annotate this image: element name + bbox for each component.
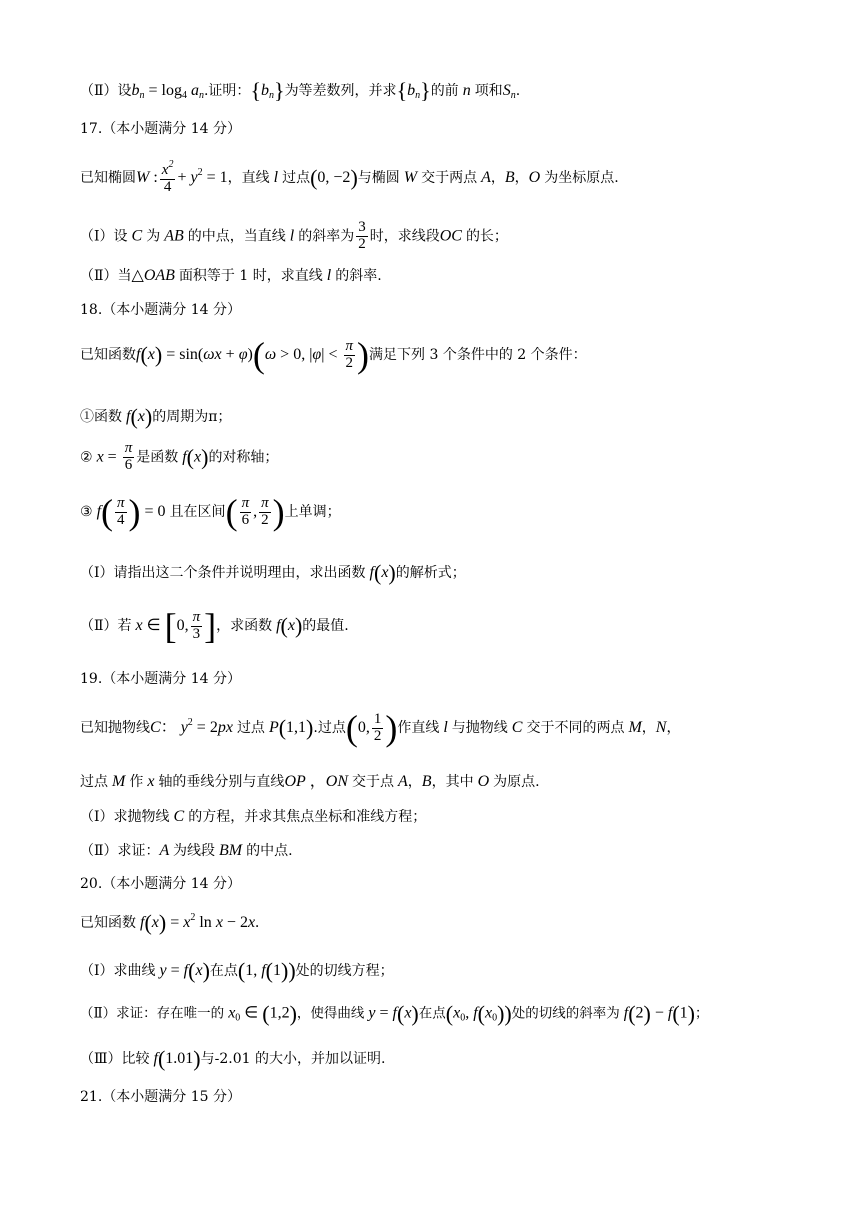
text: 过点 (80, 774, 108, 790)
p19-part1: （Ⅰ）求抛物线 C 的方程，并求其焦点坐标和准线方程； (80, 808, 427, 825)
text: 为原点. (493, 774, 540, 790)
p18-cond1: ①函数 f(x)的周期为π； (80, 404, 232, 429)
p20-stem: 已知函数 $f(x) = x^2$ ln x − 2x. (80, 910, 260, 935)
text: 在点 (209, 963, 238, 979)
text: 过点 (236, 720, 265, 736)
text: ② (80, 449, 93, 466)
p16-part2: （Ⅱ）设$b_n = \log_4 a_n$.证明：$\{b_n\}$为等差数列，并求$\{b_n\}$的前 n 项和$S_n$. (80, 78, 521, 103)
text: ，求函数 (216, 618, 273, 634)
text: （Ⅱ）设 (80, 83, 132, 99)
text: （Ⅲ）比较 (80, 1051, 150, 1067)
text: 已知函数 (80, 915, 136, 931)
text: 在点 (418, 1005, 446, 1022)
text: 已知函数 (80, 347, 136, 363)
text: 已知抛物线 (80, 720, 150, 736)
p18-cond3: ③ f( $\frac{\pi}{4}$ ) = 0 且在区间( $\frac{\pi}{6}$ , $\frac{\pi}{2}$ )上单调； (80, 492, 341, 532)
p18-header: 18.（本小题满分 14 分） (80, 302, 241, 318)
text: 的解析式； (395, 565, 466, 581)
text: 满足下列 3 个条件中的 2 个条件： (369, 347, 587, 363)
p17-part1: （Ⅰ）设 C 为 AB 的中点，当直线 l 的斜率为 $\frac{3}{2}$ 时，求线段OC 的长； (80, 219, 508, 252)
text: 处的切线的斜率为 (511, 1005, 620, 1022)
text: 处的切线方程； (295, 963, 394, 979)
text: 的方程，并求其焦点坐标和准线方程； (188, 809, 427, 825)
p19-stem: 已知抛物线C： $y^2 = 2px$ 过点 P(1,1).过点(0, $\frac{1}{2}$ )作直线 l 与抛物线 C 交于不同的两点 M，N， (80, 708, 681, 748)
text: 是函数 (136, 449, 179, 466)
p20-part1: （Ⅰ）求曲线 y = f(x)在点(1, f(1))处的切线方程； (80, 958, 394, 983)
text: ，使得曲线 (296, 1005, 365, 1022)
text: 已知椭圆 (80, 169, 136, 186)
p20-header: 20.（本小题满分 14 分） (80, 876, 241, 892)
text: 的周期为π； (152, 409, 232, 425)
text: 交于不同的两点 (526, 720, 625, 736)
text: . (515, 83, 521, 99)
text: 的中点，当直线 (187, 228, 286, 245)
p18-cond2: ② x = $\frac{\pi}{6}$ 是函数 f(x)的对称轴； (80, 440, 279, 473)
text: 上单调； (284, 504, 341, 520)
text: 时，求线段 (369, 228, 440, 245)
p19-line2: 过点 M 作 x 轴的垂线分别与直线OP ，ON 交于点 A，B，其中 O 为原点. (80, 773, 540, 790)
text: ①函数 (80, 409, 122, 425)
text: 的最值. (302, 618, 349, 634)
text: ③ (80, 504, 93, 520)
text: 为等差数列，并求 (284, 83, 397, 99)
text: 为 (146, 228, 161, 245)
text: 与椭圆 (357, 169, 400, 186)
text: 过点 (282, 169, 311, 186)
text: 的斜率为 (298, 228, 355, 245)
p17-header: 17.（本小题满分 14 分） (80, 121, 241, 137)
text: 与-2.01 的大小，并加以证明. (200, 1051, 386, 1067)
text: 作 (129, 774, 144, 790)
p20-part2: （Ⅱ）求证：存在唯一的 $x_0$ ∈ (1,2)，使得曲线 y = f(x)在点($x_0$, $f(x_0)$)处的切线的斜率为 f(2) − f(1)； (80, 1001, 709, 1026)
text: 的前 (430, 83, 459, 99)
text: 与抛物线 (451, 720, 508, 736)
p19-part2: （Ⅱ）求证：A 为线段 BM 的中点. (80, 842, 293, 859)
text: .证明： (203, 83, 251, 99)
text: 作直线 (397, 720, 440, 736)
text: 轴的垂线分别与直线 (158, 774, 285, 790)
text: （Ⅱ）若 (80, 618, 132, 634)
text: 为线段 (173, 843, 215, 859)
p18-part1: （Ⅰ）请指出这二个条件并说明理由，求出函数 f(x)的解析式； (80, 560, 466, 585)
text: 交于两点 (421, 169, 478, 186)
text: （Ⅰ）求曲线 (80, 963, 156, 979)
text: 的对称轴； (208, 449, 279, 466)
p19-header: 19.（本小题满分 14 分） (80, 671, 241, 687)
p17-part2: （Ⅱ）当△OAB 面积等于 1 时，求直线 l 的斜率. (80, 267, 382, 284)
text: ； (694, 1005, 709, 1022)
text: 的长； (465, 228, 508, 245)
text: 为坐标原点. (544, 169, 619, 186)
p20-part3: （Ⅲ）比较 f(1.01)与-2.01 的大小，并加以证明. (80, 1046, 386, 1071)
text: （Ⅰ）请指出这二个条件并说明理由，求出函数 (80, 565, 366, 581)
p21-header: 21.（本小题满分 15 分） (80, 1089, 241, 1105)
text: ，直线 (227, 169, 270, 186)
p18-stem: 已知函数f(x) = sin(ωx + φ)(ω > 0, |φ| < $\frac{\pi}{2}$ )满足下列 3 个条件中的 2 个条件： (80, 335, 587, 375)
text: （Ⅱ）求证： (80, 843, 160, 859)
text: （Ⅱ）求证：存在唯一的 (80, 1005, 225, 1022)
text: 且在区间 (169, 504, 226, 520)
text: .过点 (313, 720, 346, 736)
text: 面积等于 1 时，求直线 (178, 268, 323, 284)
text: 交于点 (352, 774, 395, 790)
text: 项和 (474, 83, 503, 99)
text: 的中点. (246, 843, 293, 859)
text: ，其中 (431, 774, 474, 790)
text: （Ⅰ）设 (80, 228, 128, 245)
p18-part2: （Ⅱ）若 x ∈ [0, $\frac{\pi}{3}$ ]，求函数 f(x)的最值. (80, 606, 349, 646)
text: （Ⅱ）当 (80, 268, 132, 284)
text: （Ⅰ）求抛物线 (80, 809, 170, 825)
p17-stem: 已知椭圆W : $\frac{x^2}{4}$ + $y^2 = 1$，直线 l 过点(0, −2)与椭圆 W 交于两点 A，B，O 为坐标原点. (80, 159, 619, 195)
text: 的斜率. (335, 268, 382, 284)
